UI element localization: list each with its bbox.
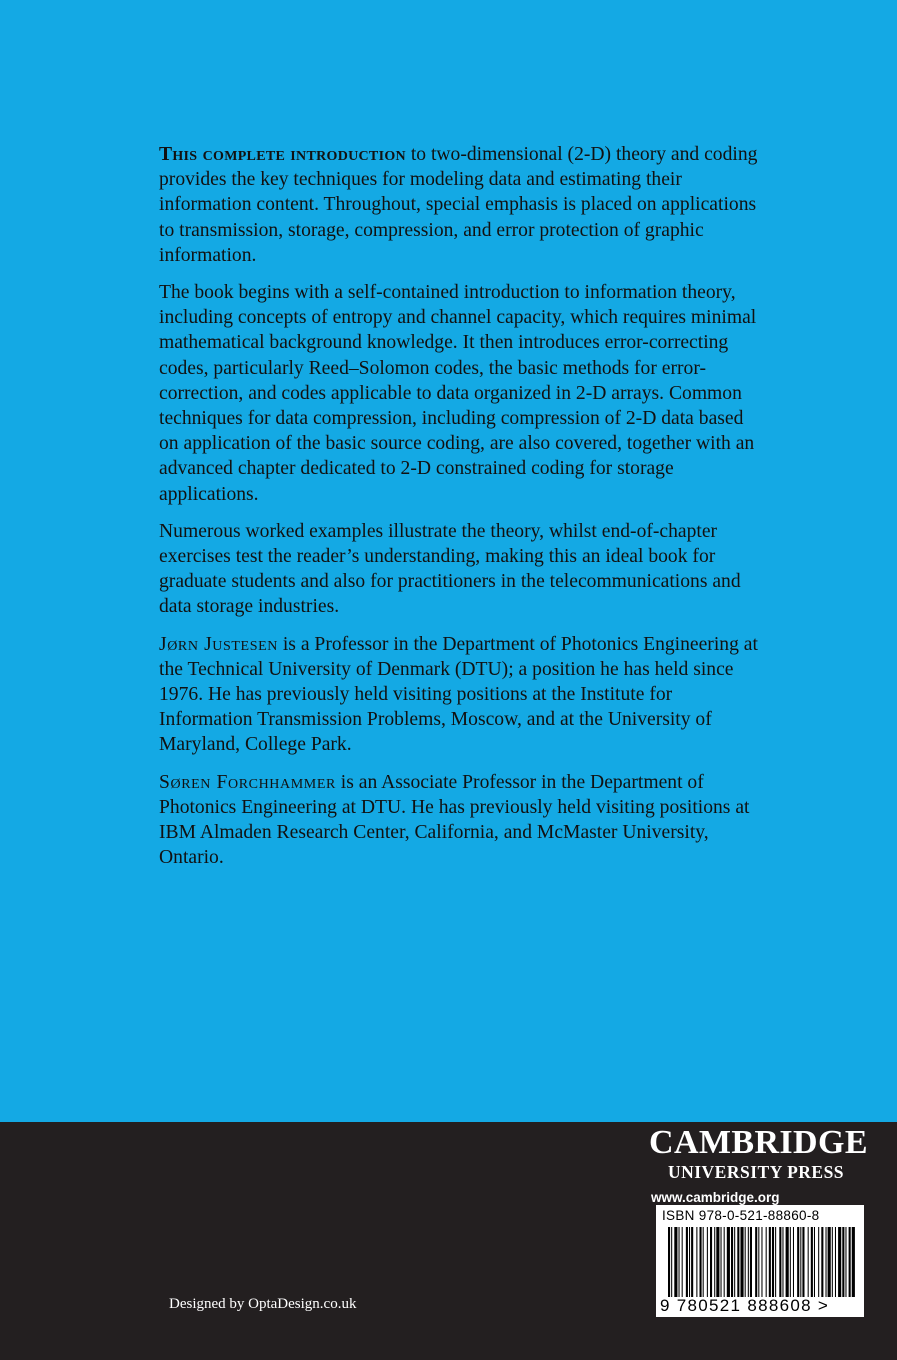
intro-paragraph — [159, 142, 759, 268]
publisher-url: www.cambridge.org — [651, 1190, 780, 1205]
designer-credit: Designed by OptaDesign.co.uk — [169, 1296, 357, 1312]
intro-text: to two-dimensional (2-D) theory and coding provides the key techniques for modeling data and estimating their information content. Throughout, special emphasis is placed on applications to transmission, storage, compression, and error protection of graphic information. — [159, 144, 758, 266]
author-bio-forchhammer — [159, 770, 759, 871]
publisher-name: CAMBRIDGE — [649, 1124, 868, 1161]
audience-paragraph: Numerous worked examples illustrate the theory, whilst end-of-chapter exercises test the reader’s understanding, making this an ideal book for graduate students and also for practitioners in the telecommunications and data storage industries. — [159, 520, 741, 618]
isbn-text: ISBN 978-0-521-88860-8 — [662, 1208, 820, 1223]
barcode-panel — [656, 1205, 864, 1317]
author-name-justesen: Jørn Justesen — [159, 633, 278, 655]
author-bio-justesen-text: is a Professor in the Department of Photonics Engineering at the Technical University of Denmark (DTU); a position he has held since 1976. He has previously held visiting positions at the Institute for Information Transmission Problems, Moscow, and at the University of Maryland, College Park. — [159, 633, 758, 756]
publisher-logo — [649, 1124, 868, 1205]
intro-lead-text: This complete introduction — [159, 144, 406, 165]
author-name-forchhammer: Søren Forchhammer — [159, 771, 336, 793]
author-bio-forchhammer-text: is an Associate Professor in the Department of Photonics Engineering at DTU. He has previously held visiting positions at IBM Almaden Research Center, California, and McMaster University, Ontario. — [159, 771, 750, 869]
contents-paragraph: The book begins with a self-contained introduction to information theory, including concepts of entropy and channel capacity, which requires minimal mathematical background knowledge. It then introduces error-correcting codes, particularly Reed–Solomon codes, the basic methods for error-correction, and codes applicable to data organized in 2-D arrays. Common techniques for data compression, including compression of 2-D data based on application of the basic source coding, are also covered, together with an advanced chapter dedicated to 2-D constrained coding for storage applications. — [159, 282, 757, 505]
back-cover-blurb — [159, 142, 759, 882]
author-bio-justesen — [159, 632, 759, 758]
publisher-subtitle: UNIVERSITY PRESS — [667, 1162, 845, 1182]
barcode-digits: 9 780521 888608 > — [660, 1296, 830, 1315]
